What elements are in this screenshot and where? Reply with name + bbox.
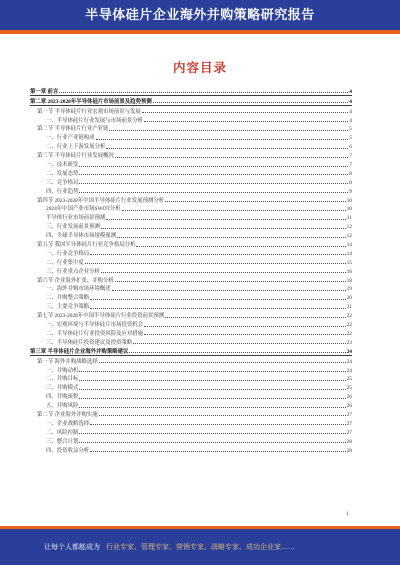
toc-entry[interactable] (30, 204, 352, 213)
toc-entry-page: 28 (346, 447, 352, 454)
toc-entry[interactable] (30, 275, 352, 284)
toc-leader-dots (90, 298, 345, 300)
toc-entry[interactable] (30, 301, 352, 310)
toc-entry-page: 6 (349, 144, 352, 151)
toc-entry[interactable] (30, 365, 352, 374)
toc-entry-page: 16 (346, 268, 352, 275)
toc-entry-label: 第一节 半导体硅片行业宏观市场前景与发展 (37, 108, 141, 115)
toc-entry-label: 第七节 2023-2028年中国半导体硅片行业投资前景预测 (37, 313, 165, 320)
toc-entry-page: 24 (346, 348, 352, 355)
toc-leader-dots (90, 253, 345, 255)
toc-entry-page: 20 (346, 295, 352, 302)
toc-leader-dots (79, 406, 345, 408)
toc-leader-dots (165, 200, 345, 202)
toc-leader-dots (99, 414, 346, 416)
toc-entry-page: 4 (349, 98, 352, 105)
toc-entry-label: 四、行业趋势 (46, 188, 79, 195)
toc-entry-page: 25 (346, 385, 352, 392)
toc-leader-dots (79, 191, 348, 193)
toc-entry-page: 10 (346, 197, 352, 204)
page-number: 1 (346, 512, 349, 517)
toc-entry-label: 四、并购流程 (46, 394, 79, 401)
footer-slogan-lead: 让每个人都能成为 (44, 544, 100, 551)
toc-entry-label: 第二节 半导体硅片行业产业链 (37, 126, 109, 133)
toc-entry-label: 第四节 2023-2028年中国半导体硅片行业发展预测分析 (37, 197, 165, 204)
toc-entry-page: 12 (346, 224, 352, 231)
header-accent-stripe (0, 30, 400, 34)
toc-entry[interactable] (30, 436, 352, 445)
toc-leader-dots (79, 388, 345, 390)
toc-entry-label: 二、半导体硅片行业投资风险及应对措施 (46, 330, 144, 337)
toc-entry-page: 27 (346, 429, 352, 436)
toc-entry-label: 第一节 海外并购战略选择 (37, 358, 98, 365)
toc-leader-dots (122, 209, 346, 211)
toc-entry[interactable] (30, 445, 352, 454)
toc-leader-dots (79, 379, 345, 381)
toc-leader-dots (144, 333, 346, 335)
toc-leader-dots (112, 289, 346, 291)
toc-entry-label: 一、宏观环境与半导体硅片市场投资机会 (46, 322, 144, 329)
toc-entry[interactable] (30, 132, 352, 141)
toc-entry[interactable] (30, 284, 352, 293)
toc-leader-dots (136, 245, 345, 247)
toc-entry[interactable] (30, 418, 352, 427)
toc-entry-label: 三、行业重点企业分析 (46, 268, 100, 275)
toc-leader-dots (142, 111, 349, 113)
toc-leader-dots (90, 450, 345, 452)
toc-entry[interactable] (30, 177, 352, 186)
toc-entry-label: 二、发展态势 (46, 170, 79, 177)
toc-leader-dots (117, 236, 346, 238)
toc-entry[interactable] (30, 124, 352, 133)
toc-leader-dots (115, 280, 346, 282)
toc-entry-page: 4 (349, 108, 352, 115)
toc-entry-label: 四、投资收益分析 (46, 447, 90, 454)
toc-entry-label: 一、并购动机 (46, 367, 79, 374)
toc-entry-page: 27 (346, 411, 352, 418)
footer-slogan-roles: 行业专家、管理专家、营销专家、战略专家、成功企业家…… (106, 544, 295, 551)
toc-entry-label: 一、行业产业链构成 (46, 135, 95, 142)
toc-entry-page: 12 (346, 233, 352, 240)
toc-entry-page: 7 (349, 153, 352, 160)
toc-leader-dots (96, 138, 349, 140)
toc-entry[interactable] (30, 186, 352, 195)
toc-entry-label: 三、竞争格局 (46, 179, 79, 186)
toc-entry[interactable] (30, 292, 352, 301)
toc-leader-dots (99, 361, 346, 363)
toc-entry[interactable] (30, 159, 352, 168)
footer-slogan (44, 542, 295, 552)
toc-leader-dots (109, 129, 348, 131)
toc-leader-dots (79, 173, 348, 175)
toc-entry[interactable] (30, 141, 352, 150)
toc-entry-label: 一、企业战略选择 (46, 420, 90, 427)
toc-leader-dots (115, 156, 348, 158)
toc-entry-label: 二、并购目标 (46, 376, 79, 383)
toc-entry-label: 二、行业集中度 (46, 259, 84, 266)
toc-entry[interactable] (30, 248, 352, 257)
toc-entry[interactable] (30, 257, 352, 266)
toc-entry-page: 22 (346, 322, 352, 329)
toc-leader-dots (106, 147, 348, 149)
toc-entry[interactable] (30, 230, 352, 239)
toc-leader-dots (79, 165, 348, 167)
toc-entry-page: 4 (349, 117, 352, 124)
toc-leader-dots (90, 423, 345, 425)
toc-entry-page: 26 (346, 403, 352, 410)
toc-entry-page: 9 (349, 188, 352, 195)
toc-entry-page: 18 (346, 277, 352, 284)
toc-entry-label: 三、行业发展前景预测 (46, 224, 100, 231)
toc-entry-page: 4 (349, 88, 352, 95)
toc-entry-page: 22 (346, 313, 352, 320)
toc-entry[interactable] (30, 382, 352, 391)
toc-entry-page: 21 (346, 304, 352, 311)
toc-entry-page: 24 (346, 358, 352, 365)
toc-leader-dots (144, 325, 346, 327)
toc-entry-label: 一、技术研发 (46, 162, 79, 169)
toc-entry-label: 第三章 半导体硅片企业海外并购策略建议 (30, 348, 129, 355)
toc-leader-dots (79, 182, 348, 184)
toc-leader-dots (153, 101, 349, 103)
toc-leader-dots (79, 441, 345, 443)
toc-entry-label: 五、并购风险 (46, 403, 79, 410)
toc-entry-page: 24 (346, 367, 352, 374)
toc-entry-label: 三、整合计划 (46, 438, 79, 445)
toc-entry-page: 11 (346, 215, 352, 222)
toc-entry-page: 10 (346, 206, 352, 213)
toc-entry-page: 7 (349, 162, 352, 169)
toc-entry-page: 8 (349, 179, 352, 186)
toc-entry[interactable] (30, 195, 352, 204)
toc-entry-label: 半导体行业市场前景预测 (46, 215, 106, 222)
toc-entry[interactable] (30, 409, 352, 418)
toc-entry[interactable] (30, 212, 352, 221)
toc-entry-page: 19 (346, 286, 352, 293)
toc-leader-dots (106, 218, 345, 220)
toc-entry-page: 14 (346, 250, 352, 257)
toc-entry[interactable] (30, 356, 352, 365)
toc-leader-dots (144, 120, 348, 122)
toc-leader-dots (101, 227, 346, 229)
toc-entry-label: 三、主要竞争策略 (46, 304, 90, 311)
toc-entry-page: 23 (346, 339, 352, 346)
toc-entry-label: 二、并购整合策略 (46, 295, 90, 302)
toc-entry-label: 三、并购模式 (46, 385, 79, 392)
toc-entry-label: 第三节 半导体硅片行业发展概况 (37, 153, 114, 160)
toc-entry-label: 第五节 我国半导体硅片行业竞争格局分析 (37, 242, 136, 249)
toc-entry-label: 一、海外并购市场环境概述 (46, 286, 111, 293)
toc-entry-page: 25 (346, 376, 352, 383)
toc-entry[interactable] (30, 96, 352, 105)
toc-leader-dots (90, 307, 345, 309)
toc-entry-page: 27 (346, 420, 352, 427)
toc-entry-label: 第六节 企业海外扩张、并购分析 (37, 277, 114, 284)
toc-entry[interactable] (30, 106, 352, 115)
toc-entry-label: 四、全球半导体市场规模预测 (46, 233, 117, 240)
toc-entry-label: 一、行业竞争格局 (46, 250, 90, 257)
toc-leader-dots (133, 342, 345, 344)
toc-entry-label: 二、风险控制 (46, 429, 79, 436)
toc-entry-page: 28 (346, 438, 352, 445)
toc-leader-dots (59, 91, 348, 93)
toc-entry[interactable] (30, 310, 352, 319)
toc-heading: 内容目录 (172, 61, 227, 75)
toc-entry[interactable] (30, 391, 352, 400)
toc-entry-page: 22 (346, 330, 352, 337)
toc-entry-page: 5 (349, 135, 352, 142)
toc-entry[interactable] (30, 427, 352, 436)
toc-entry[interactable] (30, 221, 352, 230)
toc-entry[interactable] (30, 86, 352, 95)
toc-entry[interactable] (30, 400, 352, 409)
toc-leader-dots (79, 397, 345, 399)
toc-entry[interactable] (30, 374, 352, 383)
toc-entry[interactable] (30, 115, 352, 124)
toc-entry[interactable] (30, 319, 352, 328)
toc-entry-page: 14 (346, 242, 352, 249)
toc-entry-label: 二、行业上下游发展分析 (46, 144, 106, 151)
toc-leader-dots (79, 370, 345, 372)
table-of-contents (30, 86, 352, 454)
toc-entry[interactable] (30, 168, 352, 177)
toc-leader-dots (101, 271, 346, 273)
toc-entry[interactable] (30, 266, 352, 275)
toc-entry-label: 三、半导体硅片投资建议及投资策略 (46, 339, 133, 346)
toc-entry-page: 5 (349, 126, 352, 133)
toc-entry[interactable] (30, 337, 352, 346)
toc-leader-dots (129, 351, 345, 353)
toc-entry-label: 一、半导体硅片行业发展与市场前景分析 (46, 117, 144, 124)
toc-leader-dots (85, 262, 346, 264)
toc-entry[interactable] (30, 239, 352, 248)
toc-entry[interactable] (30, 150, 352, 159)
toc-entry-label: 第二章 2023-2028年半导体硅片市场前景及趋势预测 (30, 98, 152, 105)
toc-entry-label: 第一章 前言 (30, 88, 59, 95)
toc-leader-dots (165, 316, 345, 318)
toc-entry-label: 第二节 企业海外并购实施 (37, 411, 98, 418)
toc-entry[interactable] (30, 328, 352, 337)
toc-entry-page: 26 (346, 394, 352, 401)
toc-entry-page: 8 (349, 170, 352, 177)
toc-entry[interactable] (30, 346, 352, 355)
toc-entry-page: 15 (346, 259, 352, 266)
toc-leader-dots (79, 432, 345, 434)
toc-entry-label: 2024年中国产业市场SWOT分析 (46, 206, 121, 213)
header-bar (0, 0, 400, 34)
report-title: 半导体硅片企业海外并购策略研究报告 (85, 7, 315, 22)
